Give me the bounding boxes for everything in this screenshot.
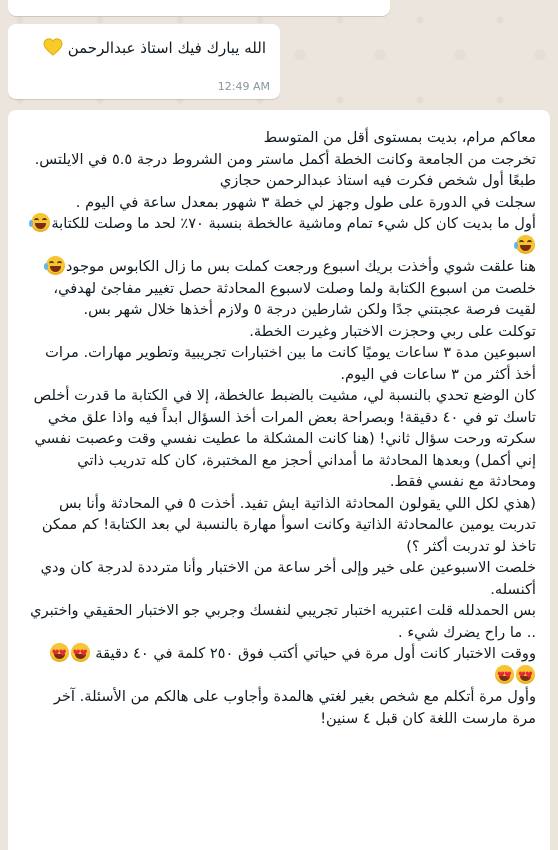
message-line-text: هنا علقت شوي وأخذت بريك اسبوع ورجعت كملت بس ما زال الكابوس موجود (65, 258, 536, 275)
message-text (39, 38, 266, 57)
message-line (28, 643, 536, 686)
message-line (28, 213, 536, 256)
message-line: كان الوضع تحدي بالنسبة لي، مشيت بالضبط عالخطة، إلا في الكتابة ما قدرت أخلص تاسك تو في ٤٠ دقيقة! وبصراحة بعض المرات أخذ السؤال ابداً فيه واذا علق مخي سكرته ورحت سؤال ثاني! (هنا كانت المشكلة ما عطيت نفسي وقت وعصبت نفسي إني أكمل) وبعدها المحادثة ما أمداني أحجز مع المختبرة، كان كله تدريب ذاتي ومحادثة مع نفسي فقط. (33, 387, 536, 490)
heart-eyes-icon (71, 643, 90, 662)
message-bubble-blessing[interactable] (8, 24, 280, 99)
message-line: وأول مرة أتكلم مع شخص بغير لغتي هالمدة وأجاوب على هالكم من الأسئلة. آخر مرة مارست اللغة كان قبل ٤ سنين! (53, 688, 536, 727)
message-line: معاكم مرام، بديت بمستوى أقل من المتوسط (263, 129, 536, 146)
message-line: خلصت الاسبوعين على خير وإلى أخر ساعة من الاختبار وأنا مترددة لدرجة كان ودي أكنسله. (40, 559, 536, 598)
message-line-text: أول ما بديت كان كل شيء تمام وماشية عالخطة بنسبة ٧٠٪ لحد ما وصلت للكتابة (51, 215, 536, 232)
message-text-content: الله يبارك فيك استاذ عبدالرحمن (67, 39, 266, 57)
message-text (28, 127, 536, 729)
message-line: تخرجت من الجامعة وكانت الخطة أكمل ماستر ومن الشروط درجة ٥.٥ في الايلتس. طبعًا أول شخص فكرت فيه استاذ عبدالرحمن حجازي (34, 150, 536, 189)
heart-eyes-icon (50, 643, 69, 662)
previous-message-bubble[interactable] (8, 0, 390, 16)
message-bubble-story[interactable] (8, 110, 550, 850)
message-line-text: ووقت الاختبار كانت أول مرة في حياتي أكتب فوق ٢٥٠ كلمة في ٤٠ دقيقة (95, 645, 536, 662)
heart-eyes-icon (516, 665, 535, 684)
rolling-laughing-icon (516, 235, 535, 254)
message-line: بس الحمدلله قلت اعتبريه اختبار تجريبي لنفسك وجربي جو الاختبار الحقيقي واختبري .. ما راح يضرك شيء . (30, 602, 536, 641)
message-line: اسبوعين مدة ٣ ساعات يوميًا كانت ما بين اختبارات تجريبية وتطوير مهارات. مرات أخذ أكثر من ٣ ساعات في اليوم. (45, 344, 536, 383)
grinning-sweat-icon (46, 256, 65, 275)
rolling-laughing-icon (31, 213, 50, 232)
message-line: (هذي لكل اللي يقولون المحادثة الذاتية ايش تفيد. أخذت ٥ في المحادثة وأنا بس تدربت يومين عالمحادثة الذاتية وكانت اسوأ مهارة بالنسبة لي بعد الكتابة! كم ممكن تاخذ لو تدربت أكثر ؟) (41, 494, 536, 555)
message-timestamp: 12:49 AM (217, 80, 270, 93)
heart-eyes-icon (495, 665, 514, 684)
yellow-heart-icon (43, 38, 63, 56)
message-line: خلصت من اسبوع الكتابة ولما وصلت لاسبوع المحادثة حصل تغيير مفاجئ لهدفي، لقيت فرصة عجبتني جدًا ولكن شارطين درجة ٥ ولازم أخذها خلال شهر بس. (53, 279, 536, 318)
message-line (28, 256, 536, 278)
message-line: توكلت على ربي وحجزت الاختبار وغيرت الخطة. (249, 322, 536, 340)
message-line: سجلت في الدورة على طول وجهز لي خطة ٣ شهور بمعدل ساعة في اليوم . (75, 193, 536, 211)
